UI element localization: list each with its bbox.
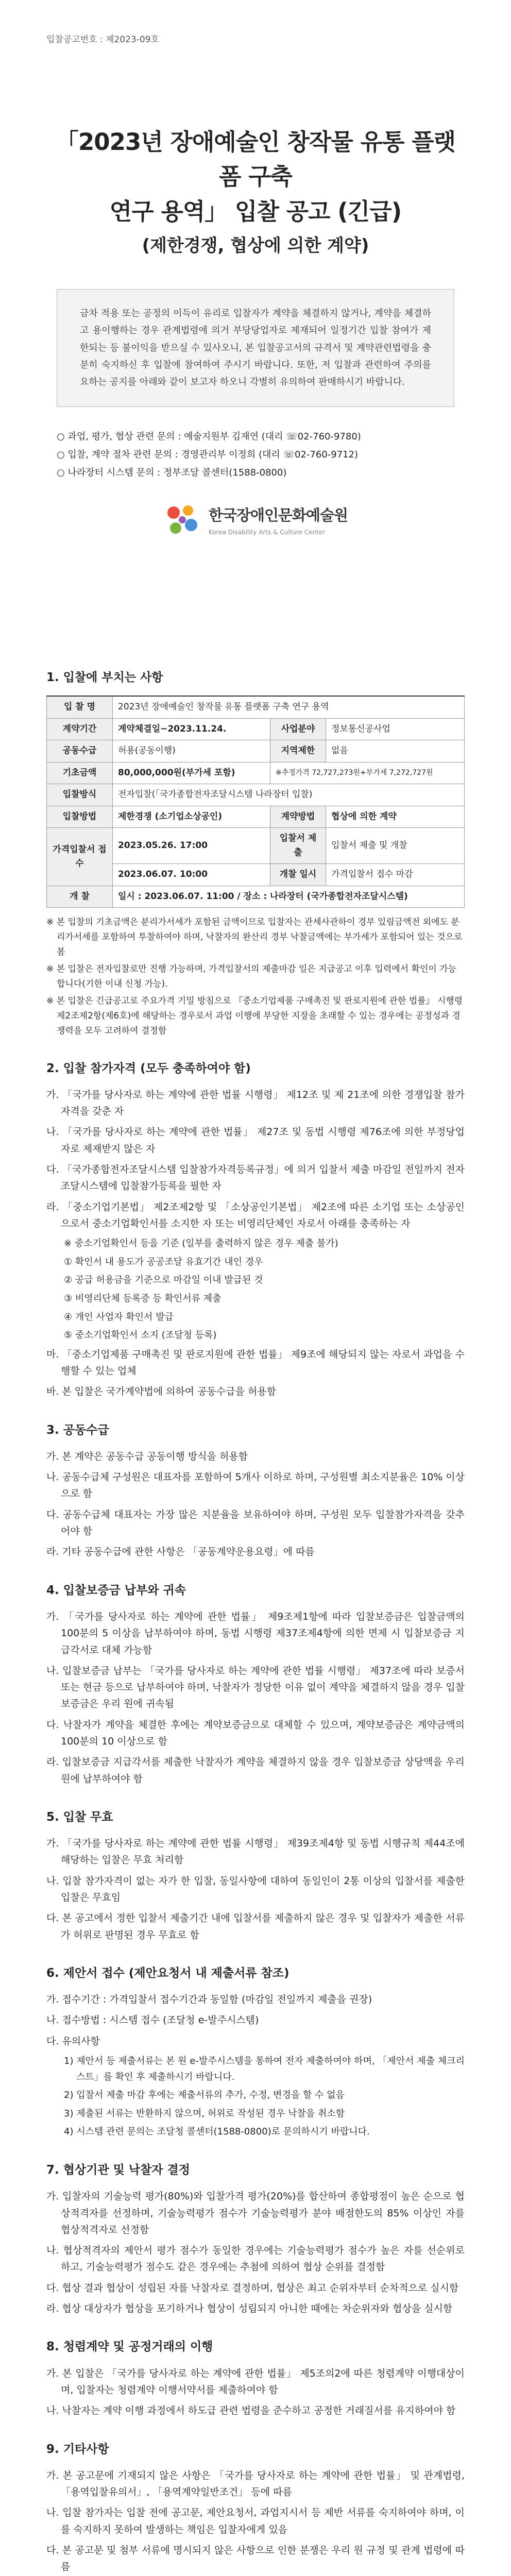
list-item: 다. 「국가종합전자조달시스템 입찰참가자격등록규정」에 의거 입찰서 제출 마감일 전일까지 전자조달시스템에 입찰참가등록을 필한 자 <box>46 1164 465 1192</box>
sub-item: 4) 시스템 관련 문의는 조달청 콜센터(1588-0800)로 문의하시기 바랍니다. <box>64 2126 370 2138</box>
logo-wordmark <box>209 503 348 537</box>
list-item: 가. 입찰자의 기술능력 평가(80%)와 입찰가격 평가(20%)를 합산하여 종합평점이 높은 순으로 협상적격자를 선정하며, 기술능력평가 점수가 기술능력평가 분야 배점한도의 85% 이상인 자를 협상적격자로 선정함 <box>46 2191 465 2235</box>
table-row <box>47 696 465 718</box>
document-number: 입찰공고번호 : 제2023-09호 <box>46 35 159 45</box>
row-value: 가격입찰서 접수 마감 <box>326 864 464 886</box>
notice-box: 금차 적용 또는 공정의 이득이 유리로 입찰자가 계약을 체결하지 않거나, 계약을 체결하고 용이행하는 경우 관계법령에 의거 부당당업자로 제재되어 일정기간 입찰 참여가 제한되는 등 불이익을 받으실 수 있사오니, 본 입찰공고서의 규격서 및 계약관련법령을 충분히 숙지하신 후 입찰에 참여하여 주시기 바랍니다. 또한, 저 입찰과 관련하여 주의를 요하는 공지를 아래와 같이 보고자 하오니 각별히 유의하여 판매하시기 바랍니다. <box>57 289 454 406</box>
title-subtitle: (제한경쟁, 협상에 의한 계약) <box>142 235 369 257</box>
row-label: 개찰 일시 <box>270 864 326 886</box>
row-label: 입찰방법 <box>47 806 113 828</box>
list-item: 라. 입찰보증금 지급각서를 제출한 낙찰자가 계약을 체결하지 않을 경우 입찰보증금 상당액을 우리 원에 납부하여야 함 <box>46 1756 465 1785</box>
list-item: 마. 「중소기업제품 구매촉진 및 판로지원에 관한 법률」 제9조에 해당되지 않는 자로서 과업을 수행할 수 있는 업체 <box>46 1348 465 1377</box>
row-value: 협상에 의한 계약 <box>326 806 464 828</box>
list-item: 나. 공동수급체 구성원은 대표자를 포함하여 5개사 이하로 하며, 구성원별 최소지분율은 10% 이상으로 함 <box>46 1471 465 1500</box>
list-item: 가. 접수기간 : 가격입찰서 접수기간과 동일함 (마감일 전일까지 제출을 권장) <box>46 1994 372 2006</box>
row-label: 개 찰 <box>47 886 113 908</box>
list-item: 다. 낙찰자가 계약을 체결한 후에는 계약보증금으로 대체할 수 있으며, 계약보증금은 계약금액의 100분의 10 이상으로 함 <box>46 1719 465 1747</box>
row-value: 2023.06.07. 10:00 <box>113 864 270 886</box>
contact-item: ○ 나라장터 시스템 문의 : 정부조달 콜센터(1588-0800) <box>57 467 287 478</box>
row-value: 입찰서 제출 및 개찰 <box>326 828 464 864</box>
row-label: 입찰방식 <box>47 784 113 806</box>
list-item: 나. 입찰 참가자는 입찰 전에 공고문, 제안요청서, 과업지시서 등 제반 서류를 숙지하여야 하며, 이를 숙지하지 못하여 발생하는 책임은 입찰자에게 있음 <box>46 2507 465 2535</box>
row-label: 사업분야 <box>270 718 326 740</box>
list-item: 나. 「국가를 당사자로 하는 계약에 관한 법률」 제27조 및 동법 시행령 제76조에 의한 부정당업자로 제재받지 않은 자 <box>46 1126 465 1155</box>
row-value: 2023.05.26. 17:00 <box>113 828 270 864</box>
title-block <box>46 125 465 261</box>
sub-item: ※ 중소기업확인서 등을 기준 (일부를 출력하지 않은 경우 제출 불가) <box>64 1238 338 1249</box>
list-item: 가. 「국가를 당사자로 하는 계약에 관한 법률 시행령」 제39조제4항 및 동법 시행규칙 제44조에 해당하는 입찰은 무효 처리함 <box>46 1838 465 1866</box>
row-label: 계약방법 <box>270 806 326 828</box>
list-item: 다. 본 공고에서 정한 입찰서 제출기간 내에 입찰서를 제출하지 않은 경우 및 입찰자가 제출한 서류가 허위로 판명된 경우 무효로 함 <box>46 1912 465 1941</box>
section-9-heading: 9. 기타사항 <box>46 2442 109 2456</box>
logo-english-name: Korea Disability Arts & Culture Center <box>208 528 326 536</box>
table-row <box>47 740 465 762</box>
section-3-heading: 3. 공동수급 <box>46 1423 109 1437</box>
bid-info-table <box>46 696 465 908</box>
list-item: 라. 협상 대상자가 협상을 포기하거나 협상이 성립되지 아니한 때에는 차순위자와 협상을 실시함 <box>46 2303 453 2315</box>
table-row <box>47 886 465 908</box>
contact-item: ○ 입찰, 계약 절차 관련 문의 : 경영관리부 이정희 (대리 ☏02-760-9712) <box>57 449 359 460</box>
sub-item: ⑤ 중소기업확인서 소지 (조달청 등록) <box>64 1330 217 1341</box>
row-value: 전자입찰(「국가종합전자조달시스템 나라장터 입찰) <box>113 784 465 806</box>
list-item: 다. 유의사항 <box>46 2035 100 2047</box>
section-6-heading: 6. 제안서 접수 (제안요청서 내 제출서류 참조) <box>46 1966 289 1980</box>
list-item: 다. 협상 결과 협상이 성립된 자를 낙찰자로 결정하며, 협상은 최고 순위자부터 순차적으로 실시함 <box>46 2282 459 2294</box>
sub-item: 2) 입찰서 제출 마감 후에는 제출서류의 추가, 수정, 변경을 할 수 없음 <box>64 2090 345 2101</box>
table-row <box>47 806 465 828</box>
list-item: 다. 공동수급체 대표자는 가장 많은 지분율을 보유하여야 하며, 구성원 모두 입찰참가자격을 갖추어야 함 <box>46 1509 465 1537</box>
row-value: 일시 : 2023.06.07. 11:00 / 장소 : 나라장터 (국가종합전자조달시스템) <box>113 886 465 908</box>
sub-item: ① 확인서 내 용도가 공공조달 유효기간 내인 경우 <box>64 1256 263 1267</box>
contact-item: ○ 과업, 평가, 협상 관련 문의 : 예술지원부 김재연 (대리 ☏02-760-9780) <box>57 431 361 442</box>
list-item: 나. 협상적격자의 제안서 평가 점수가 동일한 경우에는 기술능력평가 점수가 높은 자를 선순위로 하고, 기술능력평가 점수도 같은 경우에는 추첨에 의하여 협상 순위를 결정함 <box>46 2245 465 2273</box>
row-note: ※추정가격 72,727,273원+부가세 7,272,727원 <box>270 762 464 784</box>
section-1-heading: 1. 입찰에 부치는 사항 <box>46 670 163 684</box>
list-item: 라. 기타 공동수급에 관한 사항은 「공동계약운용요령」에 따름 <box>46 1546 315 1558</box>
logo-korean-name: 한국장애인문화예술원 <box>208 506 348 524</box>
list-item: 나. 입찰보증금 납부는 「국가를 당사자로 하는 계약에 관한 법률 시행령」 제37조에 따라 보증서 또는 현금 등으로 납부하여야 하며, 낙찰자가 정당한 이유 없이 계약을 체결하지 않을 경우 입찰보증금은 우리 원에 귀속됨 <box>46 1665 465 1710</box>
row-label: 기초금액 <box>47 762 113 784</box>
section-5-heading: 5. 입찰 무효 <box>46 1810 113 1824</box>
list-item: 가. 본 계약은 공동수급 공동이행 방식을 허용함 <box>46 1450 248 1462</box>
list-item: 나. 입찰 참가자격이 없는 자가 한 입찰, 동일사항에 대하여 동일인이 2통 이상의 입찰서를 제출한 입찰은 무효임 <box>46 1875 465 1904</box>
sub-item: ② 공급 허용금을 기준으로 마감일 이내 발급된 것 <box>64 1275 263 1286</box>
row-label: 지역제한 <box>270 740 326 762</box>
table-row <box>47 762 465 784</box>
note-item: ※ 본 입찰은 전자입찰로만 진행 가능하며, 가격입찰서의 제출마감 일은 지급공고 이후 입력에서 확인이 가능합니다(기한 이내 신청 가능). <box>46 964 457 989</box>
table-row <box>47 784 465 806</box>
list-item: 나. 낙찰자는 계약 이행 과정에서 하도급 관련 법령을 준수하고 공정한 거래질서를 유지하여야 함 <box>46 2405 456 2417</box>
list-item: 라. 「중소기업기본법」 제2조제2항 및 「소상공인기본법」 제2조에 따른 소기업 또는 소상공인으로서 중소기업확인서를 소지한 자 또는 비영리단체인 자로서 아래를 충족하는 자 <box>46 1201 465 1229</box>
logo-icon <box>163 501 201 539</box>
sub-item: 1) 제안서 등 제출서류는 본 원 e-발주시스템을 통하여 전자 제출하여야 하며, 「제안서 제출 체크리스트」를 확인 후 제출하시기 바랍니다. <box>64 2056 465 2082</box>
row-value: 허용(공동이행) <box>113 740 270 762</box>
row-label: 계약기간 <box>47 718 113 740</box>
section-2-heading: 2. 입찰 참가자격 (모두 충족하여야 함) <box>46 1061 251 1075</box>
list-item: 나. 접수방법 : 시스템 접수 (조달청 e-발주시스템) <box>46 2014 259 2026</box>
list-item: 가. 「국가를 당사자로 하는 계약에 관한 법률」 제9조제1항에 따라 입찰보증금은 입찰금액의 100분의 5 이상을 납부하여야 하며, 동법 시행령 제37조제4항에 의한 면제 시 입찰보증금 지급각서로 대체 가능함 <box>46 1611 465 1656</box>
sub-item: 3) 제출된 서류는 반환하지 않으며, 허위로 작성된 경우 낙찰을 취소함 <box>64 2108 345 2119</box>
sub-item: ④ 개인 사업자 확인서 발급 <box>64 1311 174 1323</box>
row-value: 없음 <box>326 740 464 762</box>
table-row <box>47 828 465 864</box>
row-value: 80,000,000원(부가세 포함) <box>113 762 270 784</box>
sub-item: ③ 비영리단체 등록증 등 확인서류 제출 <box>64 1293 222 1304</box>
row-value: 제한경쟁 (소기업소상공인) <box>113 806 270 828</box>
contact-list <box>57 428 465 482</box>
section-4-heading: 4. 입찰보증금 납부와 귀속 <box>46 1583 186 1597</box>
list-item: 가. 「국가를 당사자로 하는 계약에 관한 법률 시행령」 제12조 및 제 21조에 의한 경쟁입찰 참가자격을 갖춘 자 <box>46 1089 465 1117</box>
row-label: 입 찰 명 <box>47 696 113 718</box>
row-value: 2023년 장애예술인 창작물 유통 플랫폼 구축 연구 용역 <box>113 696 465 718</box>
section-1-notes <box>46 915 465 1038</box>
list-item: 가. 본 공고문에 기재되지 않은 사항은 「국가를 당사자로 하는 계약에 관한 법률」 및 관계법령, 「용역입찰유의서」, 「용역계약일반조건」 등에 따름 <box>46 2469 465 2498</box>
section-8-heading: 8. 청렴계약 및 공정거래의 이행 <box>46 2340 213 2354</box>
list-item: 다. 본 공고문 및 첨부 서류에 명시되지 않은 사항으로 인한 분쟁은 우리 원 규정 및 관계 법령에 따름 <box>46 2544 465 2573</box>
row-label: 가격입찰서 접수 <box>47 828 113 886</box>
list-item: 바. 본 입찰은 국가계약법에 의하여 공동수급을 허용함 <box>46 1386 277 1398</box>
row-value: 계약체결일~2023.11.24. <box>113 718 270 740</box>
title-line-2: 연구 용역」 입찰 공고 (긴급) <box>109 197 402 225</box>
note-item: ※ 본 입찰은 긴급공고로 주요가격 기밀 방침으로 『중소기업제품 구매촉진 및 판로지원에 관한 법률』 시행령 제2조제2항(제6호)에 해당하는 경우로서 과업 이행에 부당한 지장을 초래할 수 있는 경우에는 공정성과 경쟁력을 모두 고려하여 결정함 <box>46 995 463 1036</box>
title-line-1: 「2023년 장애예술인 창작물 유통 플랫폼 구축 <box>55 128 456 191</box>
row-value: 정보통신공사업 <box>326 718 464 740</box>
note-item: ※ 본 입찰의 기초금액은 분리가서세가 포함된 금액이므로 입찰자는 관세사관하이 경부 있림금액전 외에도 분리가서세를 포함하여 투찰하여야 하며, 낙찰자의 완산리 경부 낙찰금액에는 부가세가 포함되어 있는 것으로 봄 <box>46 917 463 958</box>
organization-logo <box>46 501 465 539</box>
row-label: 공동수급 <box>47 740 113 762</box>
row-label: 입찰서 제출 <box>270 828 326 864</box>
table-row <box>47 718 465 740</box>
list-item: 가. 본 입찰은 「국가를 당사자로 하는 계약에 관한 법률」 제5조의2에 따른 청렴계약 이행대상이며, 입찰자는 청렴계약 이행서약서를 제출하여야 함 <box>46 2367 465 2396</box>
section-7-heading: 7. 협상기관 및 낙찰자 결정 <box>46 2163 190 2177</box>
